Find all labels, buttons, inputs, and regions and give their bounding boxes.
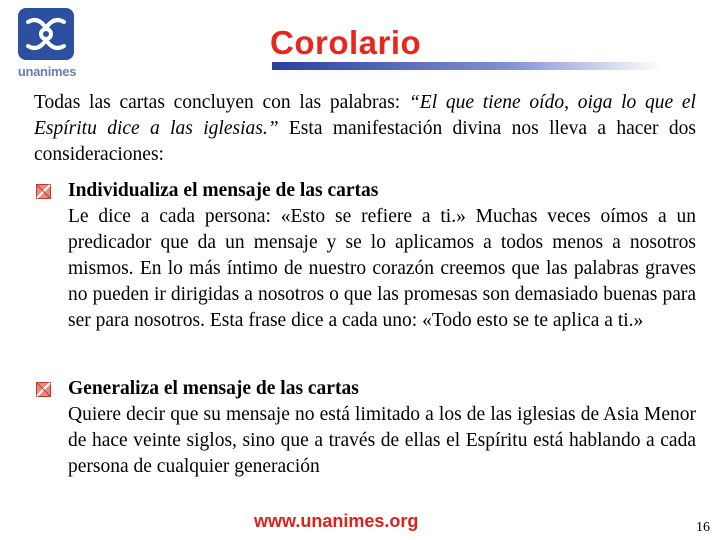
unanimes-logo <box>8 6 86 80</box>
bullet-item <box>34 376 696 480</box>
bullet-heading: Individualiza el mensaje de las cartas <box>68 180 379 201</box>
bullet-heading: Generaliza el mensaje de las cartas <box>68 378 359 399</box>
intro-text-1: Todas las cartas concluyen con las palabras: <box>34 92 409 113</box>
intro-paragraph <box>34 90 696 168</box>
intro-quote: “El que tiene oído, oiga lo que el Espíritu dice a las iglesias.” <box>34 92 696 139</box>
bullet-square-icon <box>36 184 51 199</box>
logo-text: unanimes <box>17 64 77 79</box>
bullet-item <box>34 178 696 334</box>
unanimes-hands-logo-icon <box>16 6 76 62</box>
slide-title: Corolario <box>270 24 422 61</box>
intro-text-2: Esta manifestación divina nos lleva a hacer dos consideraciones: <box>34 118 696 165</box>
page-number: 16 <box>696 520 710 535</box>
bullet-square-icon <box>36 382 51 397</box>
bullet-text: Le dice a cada persona: «Esto se refiere a ti.» Muchas veces oímos a un predicador que da un mensaje y se lo aplicamos a todos menos a nosotros mismos. En lo más íntimo de nuestro corazón creemos que las palabras graves no pueden ir dirigidas a nosotros o que las promesas son demasiado buenas para ser para nosotros. Esta frase dice a cada uno: «Todo esto se te aplica a ti.» <box>68 206 696 331</box>
footer-url-link[interactable]: www.unanimes.org <box>254 511 419 531</box>
title-underline-bar <box>272 62 662 70</box>
bullet-text: Quiere decir que su mensaje no está limitado a los de las iglesias de Asia Menor de hace veinte siglos, sino que a través de ellas el Espíritu está hablando a cada persona de cualquier generación <box>68 404 696 477</box>
